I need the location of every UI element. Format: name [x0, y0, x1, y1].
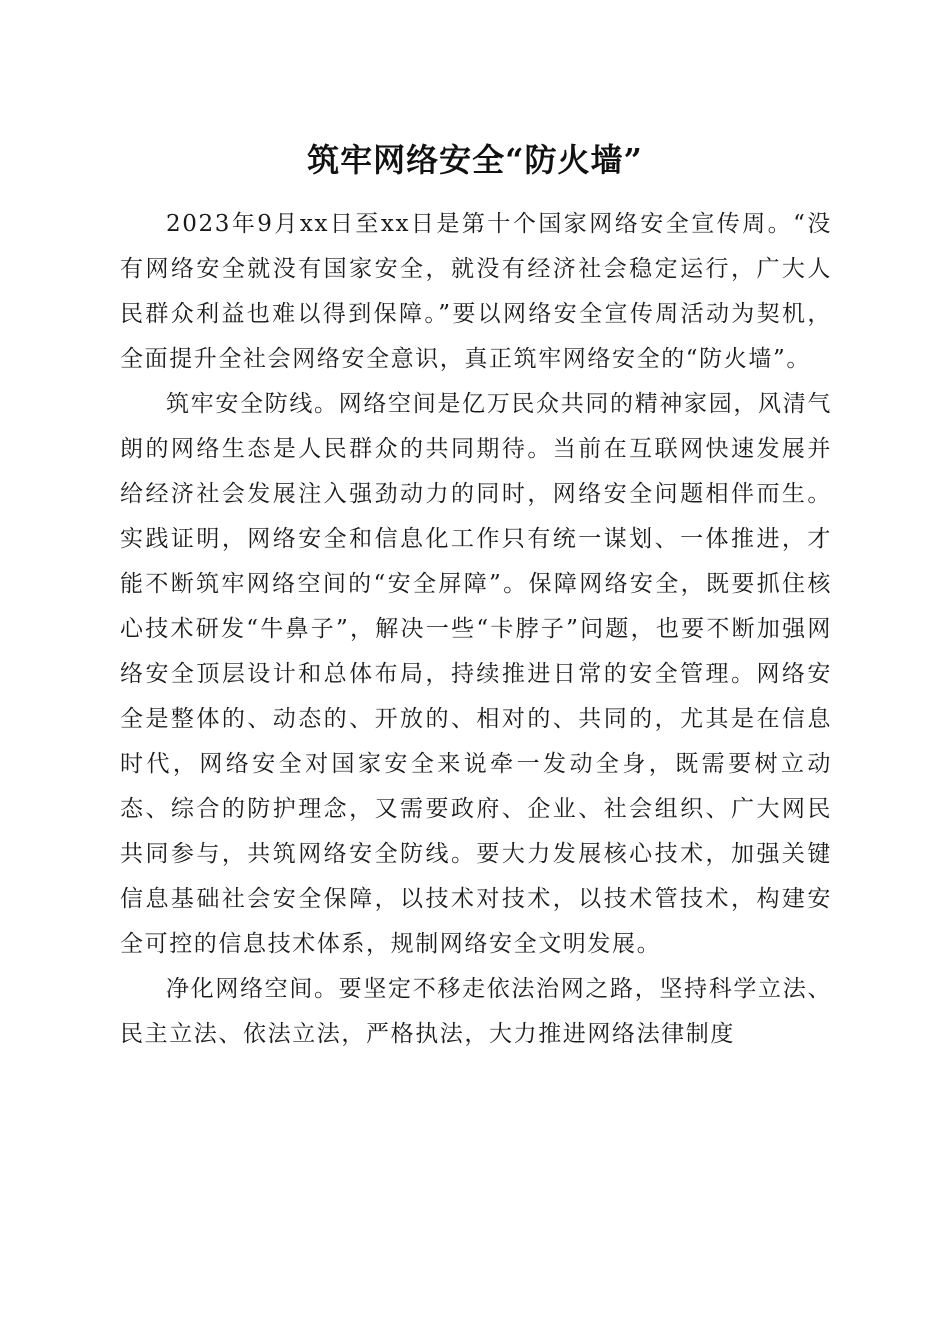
paragraph-security-defense: 筑牢安全防线。网络空间是亿万民众共同的精神家园，风清气朗的网络生态是人民群众的共同期待。当前在互联网快速发展并给经济社会发展注入强劲动力的同时，网络安全问题相伴而生。实践证明，网络安全和信息化工作只有统一谋划、一体推进，才能不断筑牢网络空间的“安全屏障”。保障网络安全，既要抓住核心技术研发“牛鼻子”，解决一些“卡脖子”问题，也要不断加强网络安全顶层设计和总体布局，持续推进日常的安全管理。网络安全是整体的、动态的、开放的、相对的、共同的，尤其是在信息时代，网络安全对国家安全来说牵一发动全身，既需要树立动态、综合的防护理念，又需要政府、企业、社会组织、广大网民共同参与，共筑网络安全防线。要大力发展核心技术，加强关键信息基础社会安全保障，以技术对技术，以技术管技术，构建安全可控的信息技术体系，规制网络安全文明发展。: [120, 391, 832, 957]
paragraph-intro: 2023年9月xx日至xx日是第十个国家网络安全宣传周。“没有网络安全就没有国家安全，就没有经济社会稳定运行，广大人民群众利益也难以得到保障。”要以网络安全宣传周活动为契机，全面提升全社会网络安全意识，真正筑牢网络安全的“防火墙”。: [120, 211, 832, 372]
paragraph-purify-cyberspace: 净化网络空间。要坚定不移走依法治网之路，坚持科学立法、民主立法、依法立法，严格执法，大力推进网络法律制度: [120, 976, 832, 1047]
document-title: 筑牢网络安全“防火墙”: [307, 141, 643, 179]
document-body: [120, 202, 832, 1057]
